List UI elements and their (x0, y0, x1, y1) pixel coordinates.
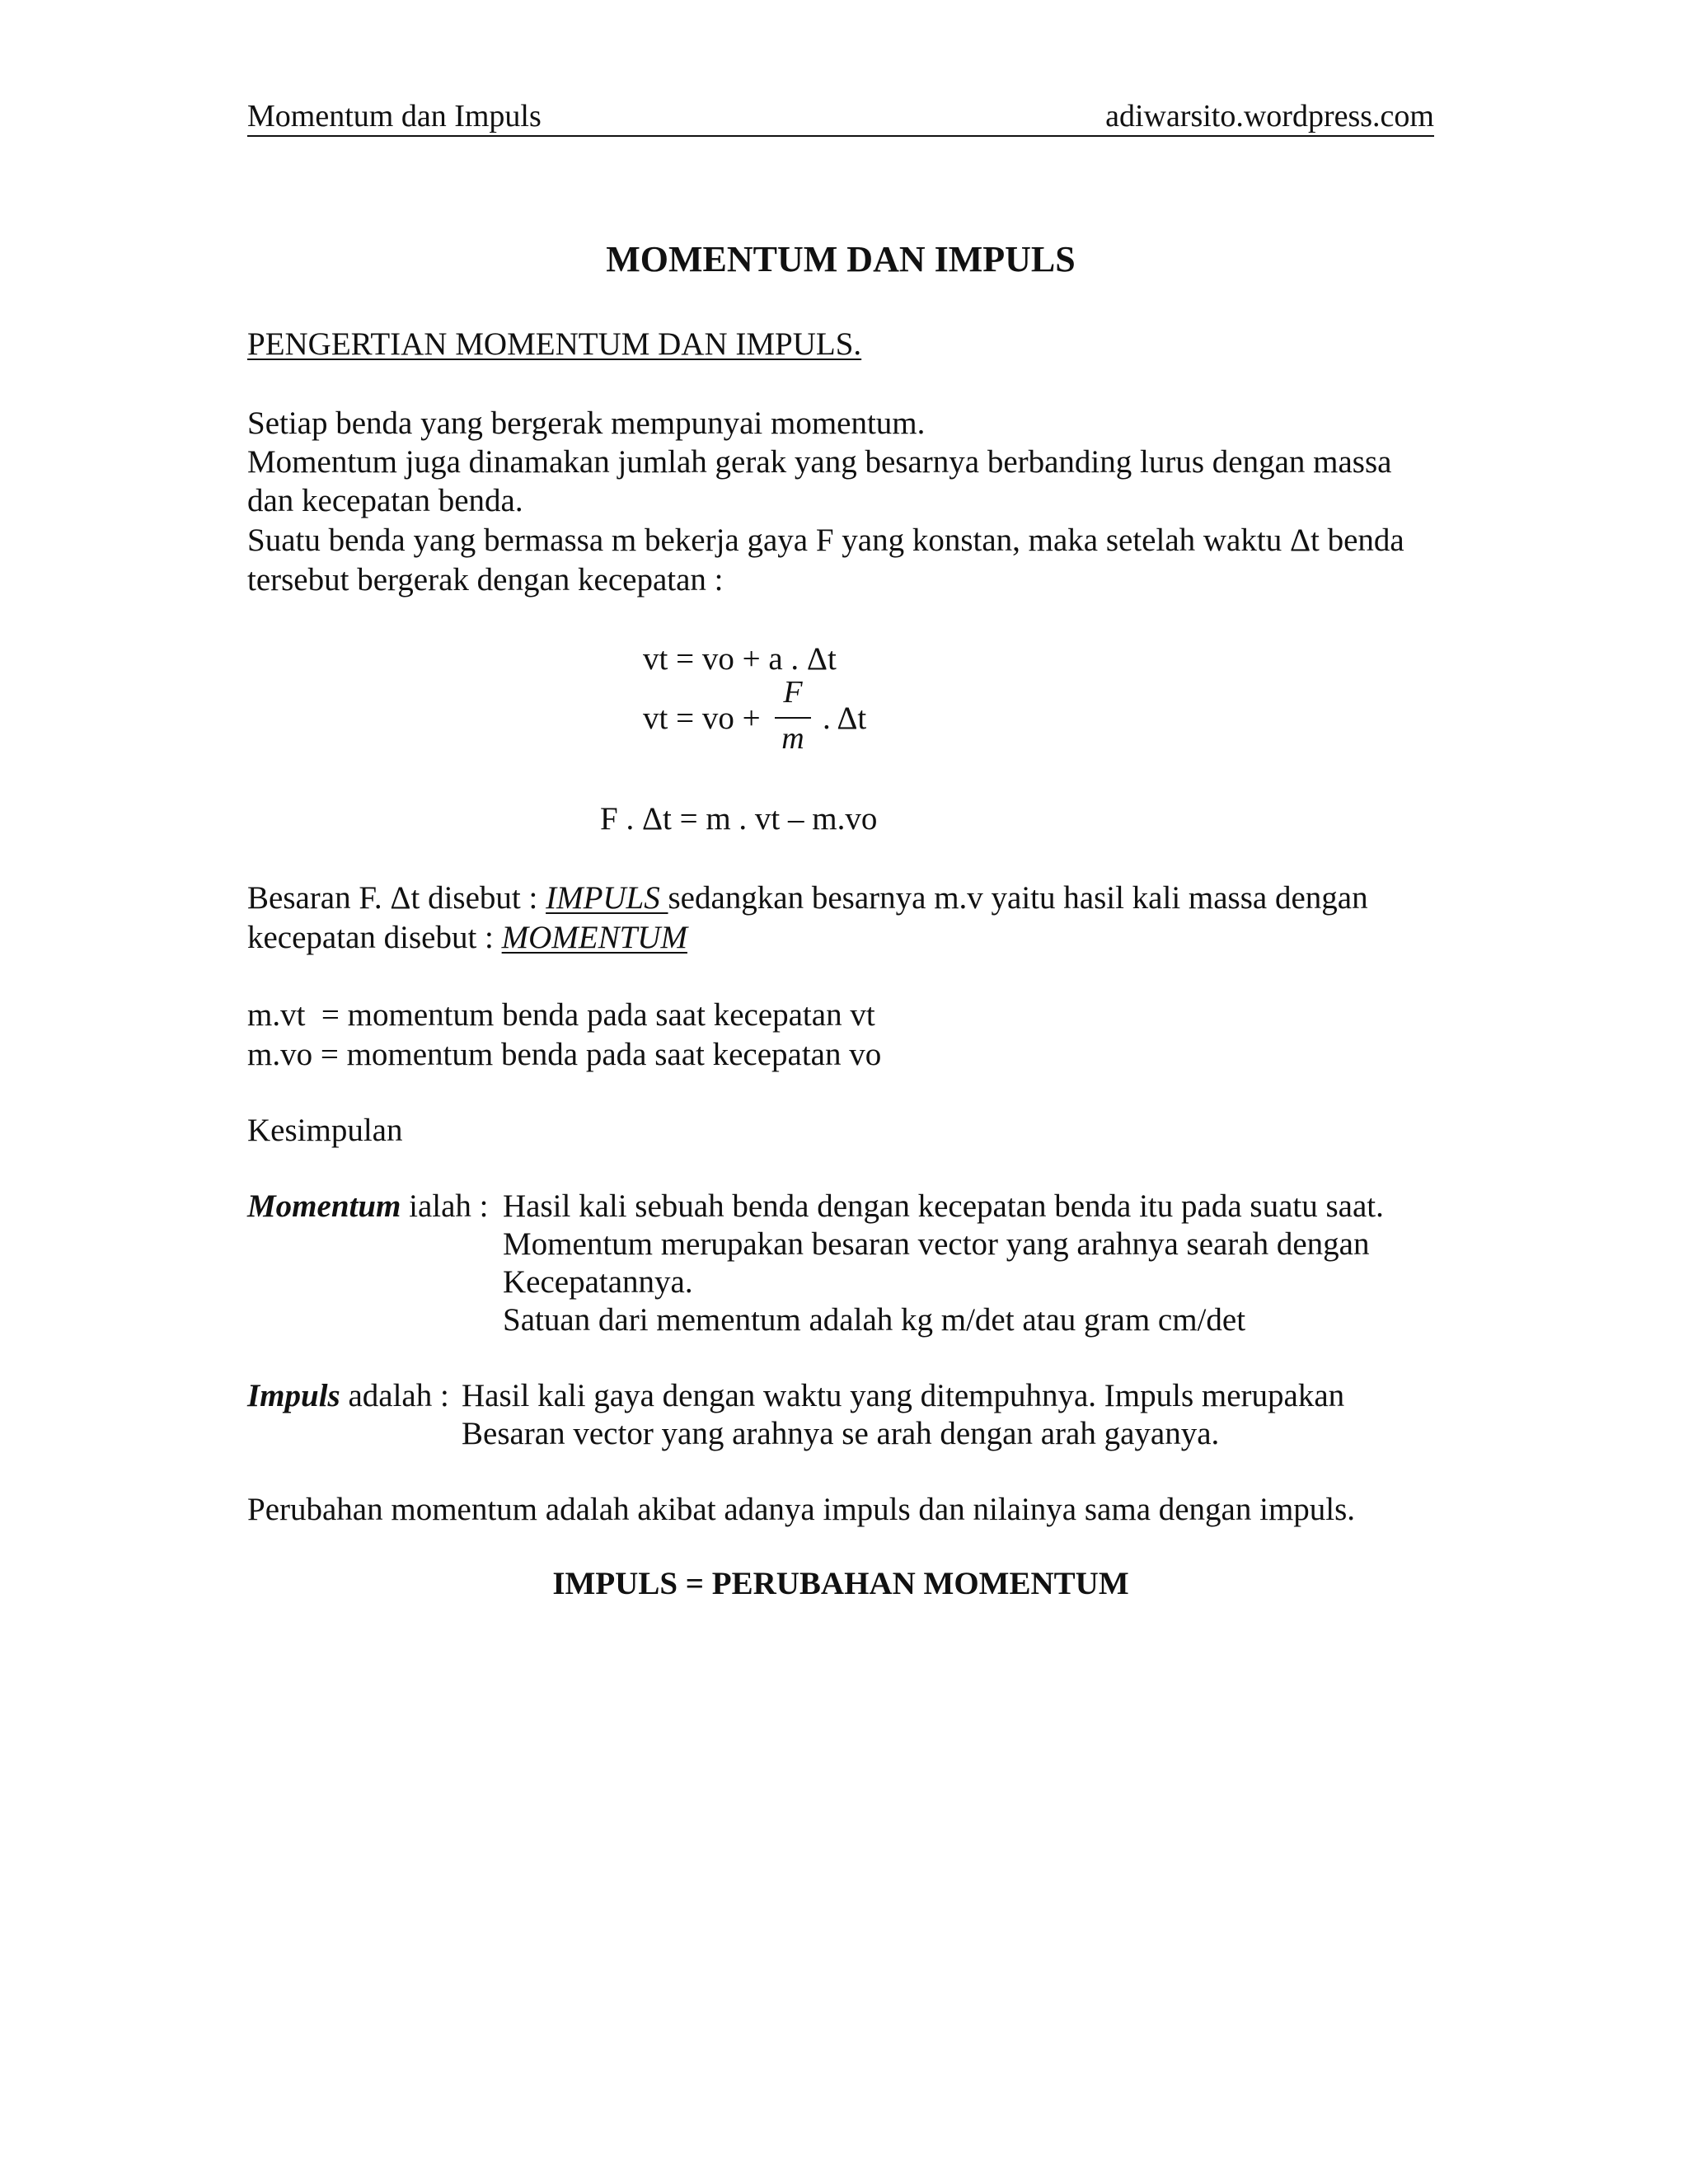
equation-2-left: vt = vo + (643, 701, 761, 736)
equation-3: F . Δt = m . vt – m.vo (600, 801, 878, 837)
final-statement: IMPULS = PERUBAHAN MOMENTUM (552, 1566, 1129, 1601)
momentum-def-line-4: Satuan dari mementum adalah kg m/det atau gram cm/det (503, 1302, 1246, 1338)
header-right: adiwarsito.wordpress.com (1105, 99, 1434, 134)
impuls-def-line-1: Hasil kali gaya dengan waktu yang ditempuhnya. Impuls merupakan (462, 1378, 1345, 1413)
equation-2-right: . Δt (823, 701, 867, 736)
conclusion-heading: Kesimpulan (247, 1113, 403, 1148)
impuls-lead: adalah : (340, 1378, 457, 1413)
equation-1: vt = vo + a . Δt (643, 641, 837, 677)
definition-line-1 (247, 879, 1368, 918)
impuls-term: Impuls (247, 1378, 340, 1413)
fraction-bar (775, 717, 811, 719)
intro-line-5: tersebut bergerak dengan kecepatan : (247, 562, 724, 598)
fraction-denominator: m (781, 721, 804, 756)
definition-text-a: Besaran F. Δt disebut : (247, 880, 546, 916)
momentum-definition-lead (247, 1187, 496, 1226)
momentum-change-line: Perubahan momentum adalah akibat adanya impuls dan nilainya sama dengan impuls. (247, 1492, 1356, 1527)
momentum-lead: ialah : (401, 1188, 497, 1224)
momentum-term-link: MOMENTUM (501, 920, 687, 955)
header-left: Momentum dan Impuls (247, 99, 542, 134)
section-heading: PENGERTIAN MOMENTUM DAN IMPULS. (247, 326, 862, 362)
intro-line-1: Setiap benda yang bergerak mempunyai momentum. (247, 405, 926, 441)
definition-text-c: kecepatan disebut : (247, 920, 502, 955)
definition-line-2 (247, 918, 687, 958)
fraction-f-over-m (771, 676, 814, 758)
impuls-definition-lead (247, 1376, 457, 1416)
intro-line-3: dan kecepatan benda. (247, 483, 523, 518)
fraction-numerator: F (783, 675, 803, 710)
impuls-def-line-2: Besaran vector yang arahnya se arah dengan arah gayanya. (462, 1416, 1220, 1451)
document-title: MOMENTUM DAN IMPULS (606, 239, 1076, 279)
intro-line-2: Momentum juga dinamakan jumlah gerak yang besarnya berbanding lurus dengan massa (247, 444, 1392, 480)
momentum-def-line-1: Hasil kali sebuah benda dengan kecepatan benda itu pada suatu saat. (503, 1188, 1384, 1224)
momentum-def-line-3: Kecepatannya. (503, 1264, 693, 1300)
intro-line-4: Suatu benda yang bermassa m bekerja gaya F yang konstan, maka setelah waktu Δt benda (247, 523, 1404, 558)
momentum-def-line-2: Momentum merupakan besaran vector yang arahnya searah dengan (503, 1226, 1370, 1262)
momentum-vo-line: m.vo = momentum benda pada saat kecepatan vo (247, 1037, 882, 1072)
momentum-vt-line: m.vt = momentum benda pada saat kecepatan vt (247, 997, 875, 1033)
impuls-term-link: IMPULS (546, 880, 668, 916)
momentum-term: Momentum (247, 1188, 401, 1224)
definition-text-b: sedangkan besarnya m.v yaitu hasil kali massa dengan (668, 880, 1368, 916)
page-header (247, 97, 1434, 137)
